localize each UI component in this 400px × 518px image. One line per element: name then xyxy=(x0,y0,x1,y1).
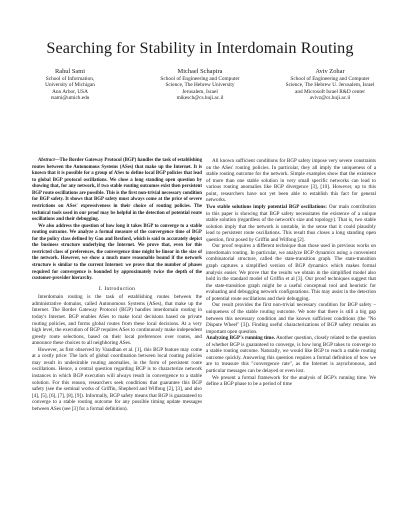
author-affiliation: and Microsoft Israel R&D center xyxy=(294,88,365,95)
left-column xyxy=(32,158,202,412)
paragraph-lead-stability: Two stable solutions imply potential BGP oscillations: xyxy=(206,203,328,210)
author-affiliation: Science, The Hebrew U. Jerusalem, Israel xyxy=(285,82,375,89)
author-affiliation: Ann Arbor, USA xyxy=(52,88,88,95)
author-block-3 xyxy=(265,68,395,102)
author-affiliation: School of Engineering and Computer xyxy=(160,76,240,82)
abstract-heading: Abstract xyxy=(38,158,55,163)
abstract-paragraph-2: We also address the question of how long it takes BGP to converge to a stable routing outcome. We analyze a formal measure of the convergence time of BGP for the policy class defined by Gao and Rexford, which is said to accurately depict the business structure underlying the Internet. We prove that, even for this restricted class of preferences, the convergence time might be linear in the size of the network. However, we show a much more reasonable bound if the network structure is similar to the current Internet: we prove that the number of phases required for convergence is bounded by approximately twice the depth of the customer-provider hierarchy. xyxy=(32,223,202,282)
body-paragraph-2-text: Our main contribution in this paper is showing that BGP safety necessitates the existence of a unique stable solution (regardless of the network's size and topology). That is, two stable solution imply that the network is unstable, in the sense that it could plausibly lead to persistent route oscillations. This result thus closes a long standing open question, first posed by Griffin and Wilfong [2]. xyxy=(206,203,376,243)
abstract xyxy=(32,158,202,224)
body-paragraph-6: We present a formal framework for the analysis of BGP's running time. We define a BGP phase to be a period of time xyxy=(206,374,376,388)
author-email: rsami@umich.edu xyxy=(50,95,90,102)
paper-title: Searching for Stability in Interdomain Routing xyxy=(46,39,354,57)
body-paragraph-5 xyxy=(206,335,376,374)
right-column xyxy=(206,158,376,388)
abstract-text: —The Border Gateway Protocol (BGP) handles the task of establishing routes between the Autonomous Systems (ASes) that make up the Internet. It is known that it is possible for a group of ASes to define local BGP policies that lead to global BGP protocol oscillations. We close a long standing open question by showing that, for any network, if two stable routing outcomes exist then persistent BGP route oscillations are possible. This is the first non-trivial necessary condition for BGP safety. It shows that BGP safety must always come at the price of severe restrictions on ASes' expressiveness in their choice of routing policies. The technical tools used in our proof may be helpful in the detection of potential route oscillations and their debugging. xyxy=(32,158,202,223)
author-affiliation: Science, The Hebrew University xyxy=(165,82,235,89)
intro-paragraph-2: However, as first observed by Varadhan et al. [1], this BGP feature may come at a costly price: The lack of global coordination between local routing policies may result in undesirable routing anomalies, in the form of persistent route oscillations. Hence, a central question regarding BGP is to characterize network instances in which BGP execution will always result in convergence to a stable solution. For this reason, researchers seek conditions that guarantee this BGP safety (see the seminal works of Griffin, Shepherd and Wilfong [2], [3], and also [4], [5], [6], [7], [8], [9]). Informally, BGP safety means that BGP is guaranteed to converge to a stable routing outcome for any possible timing update messages between ASes (see [3] for a formal definition). xyxy=(32,346,202,412)
author-block-1 xyxy=(5,68,135,102)
author-name: Aviv Zohar xyxy=(315,68,345,75)
body-paragraph-1: All known sufficient conditions for BGP safety impose very severe constraints on the ASes' routing policies. In particular, they all imply the uniqueness of a stable routing outcome for the network. Simple examples show that the existence of more than one stable solution in very small specific networks can lead to various routing anomalies like BGP divergence [3], [10]. However, up to this point, researchers have not yet been able to establish this fact for general networks. xyxy=(206,158,376,204)
author-affiliation: University of Michigan xyxy=(45,82,95,89)
section-heading-introduction: I. Introduction xyxy=(98,285,136,292)
author-name: Rahul Sami xyxy=(55,68,85,75)
body-paragraph-4: Our result provides the first non-trivial necessary condition for BGP safety – uniqueness of the stable routing outcome. We note that there is still a big gap between this necessary condition and the known sufficient conditions (the "No Dispute Wheel" [3]). Finding useful characterizations of BGP safety remains an important open question. xyxy=(206,302,376,335)
author-email: mikesch@cs.huji.ac.il xyxy=(176,95,224,102)
author-affiliation: School of Information, xyxy=(45,76,95,82)
author-email: avivz@cs.huji.ac.il xyxy=(309,95,351,102)
intro-paragraph-1: Interdomain routing is the task of establishing routes between the administrative domains, called Autonomous Systems (ASes), that make up the Internet. The Border Gateway Protocol (BGP) handles interdomain routing in today's Internet. BGP enables ASes to make local decisions based on private routing policies, and forms global routes from these local decisions. At a very high level, the execution of BGP requires ASes to continuously make independent greedy route selections, based on their local preferences over routes, and announce these choices to all neighboring ASes. xyxy=(32,294,202,347)
author-affiliation: School of Engineering and Computer xyxy=(290,76,370,82)
body-paragraph-5-text: Another question, closely related to the question of whether BGP is guaranteed to converge, is how long BGP takes to converge to a stable routing outcome. Naturally, we would like BGP to reach a stable routing outcome quickly. Answering this question requires a formal definition of how we are to measure this "convergence rate", as the Internet is asynchronous, and particular messages can be delayed or even lost. xyxy=(206,335,376,374)
body-paragraph-2 xyxy=(206,204,376,243)
author-block-2 xyxy=(135,68,265,102)
author-name: Michael Schapira xyxy=(177,68,223,75)
body-paragraph-3: Our proof requires a different technique than those used in previous works on interdomain routing. In particular, we analyze BGP dynamics using a convenient combinatorial structure, called the state-transition graph. The state-transition graph captures a simplified version of BGP dynamics which makes formal analysis easier. We prove that the results we obtain in the simplified model also hold in the standard model of Griffin et al [3]. Our proof techniques suggest that the state-transition graph might be a useful conceptual tool and heuristic for evaluating and debugging network configurations. This may assist in the detection of potential route oscillations and their debugging. xyxy=(206,243,376,302)
paragraph-lead-running-time: Analyzing BGP's running time. xyxy=(206,335,276,342)
author-affiliation: Jerusalem, Israel xyxy=(182,88,218,95)
